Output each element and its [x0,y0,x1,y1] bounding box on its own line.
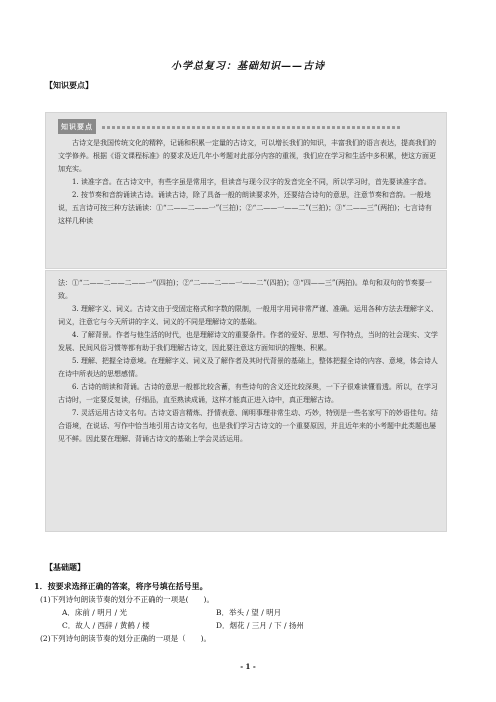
box2-para: 法：①“二——二——二——一”(四拍)；②“二——二——一——二”(四拍)；③“四——三”(两拍)。单句和双句的节奏要一致。 [58,279,432,300]
box2-para: 5. 理解、把握全诗意境。在理解字义、词义及了解作者及其时代背景的基础上，整体把握全诗的内容、意境，体会诗人在诗中所表达的思想感情。 [58,357,438,378]
box2-para: 6. 古诗的朗读和背诵。古诗的意思一般都比较含蓄，有些诗句的含义还比较深奥，一下子很难读懂看透。所以，在学习古诗时，一定要反复读，仔细品，直至熟读成诵，这样才能真正进入诗中，真正理解古诗。 [58,383,438,404]
box2-para: 7. 灵活运用古诗文名句。古诗文语言精炼、抒情表意、阐明事理非常生动、巧妙，特别是一些名家写下的妙语佳句。结合语境，在说话、写作中恰当地引用古诗文名句，也是我们学习古诗文的一个重要原因，并且近年来的小考题中此类题也屡见不鲜。因此要在理解、背诵古诗文的基础上学会灵活运用。 [58,409,438,443]
page-title: 小学总复习：基础知识——古诗 [171,61,325,72]
box1-para: 1. 读准字音。在古诗文中，有些字虽是常用字，但读音与现今汉字的发音完全不同，所以学习时，首先要读准字音。 [72,178,431,186]
knowledge-box-image-1 [45,112,447,269]
knowledge-badge: 知识要点 [58,119,96,134]
option-a: A．床前 / 明月 / 光 [62,608,128,617]
box1-para: 古诗文是我国传统文化的精粹，记诵和积累一定量的古诗文，可以增长我们的知识，丰富我们的语言表达，提高我们的文学修养。根据《语文课程标准》的要求及近几年小考题对此部分内容的重视，我们应在学习和生活中多积累，使这方面更加充实。 [58,139,436,173]
question-1-2: (2)下列诗句朗读节奏的划分正确的一项是（ )。 [40,634,212,643]
box2-para: 3. 理解字义、词义。古诗文由于受固定格式和字数的限制，一般用字用词非常严谨、准确。运用各种方法去理解字义、词义，注意它与今天所讲的字义、词义的不同是理解诗文的基础。 [58,305,438,326]
page-number: - 1 - [240,662,256,671]
basic-section-label: 【基础题】 [45,562,85,572]
dotted-rule [102,126,402,129]
knowledge-section-label: 【知识要点】 [45,80,93,90]
question-1-1: (1)下列诗句朗读节奏的划分不正确的一项是( )。 [40,595,214,604]
box1-para: 2. 按节奏和音韵诵读古诗。诵读古诗，除了具备一般的朗读要求外，还要结合诗句的意思，注意节奏和音韵。一般地说，五言诗可按三种方法诵读：①“二——二——一”(三拍)；②“二——一——二”(三拍)；③“二——三”(两拍)；七言诗有这样几种读 [58,191,432,225]
knowledge-box-image-2 [45,270,447,532]
option-d: D．烟花 / 三月 / 下 / 扬州 [216,621,304,630]
option-c: C．故人 / 西辞 / 黄鹤 / 楼 [62,621,150,630]
question-1: 1．按要求选择正确的答案，将序号填在括号里。 [34,581,208,591]
box2-para: 4. 了解背景。作者与他生活的时代，也是理解诗文的重要条件。作者的爱好、思想、写作特点，当时的社会现实、文学发展、民间风俗习惯等都有助于我们理解古诗文，因此要注意这方面知识的搜集、积累。 [58,331,438,352]
option-b: B．举头 / 望 / 明月 [216,608,282,617]
